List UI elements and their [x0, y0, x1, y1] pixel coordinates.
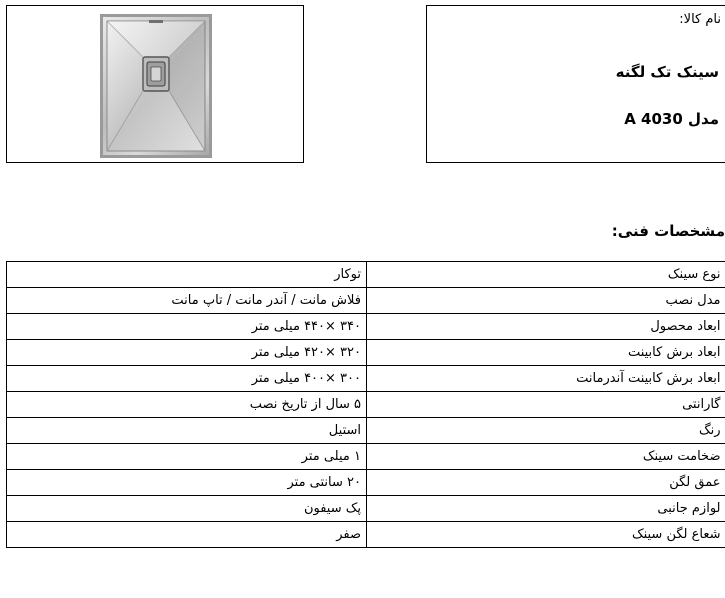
product-name-label: نام کالا: — [679, 12, 721, 27]
spec-value: پک سیفون — [7, 496, 367, 522]
spec-value: ۳۲۰ ×۴۲۰ میلی متر — [7, 340, 367, 366]
spec-key: شعاع لگن سینک — [367, 522, 725, 548]
product-model: مدل A 4030 — [624, 110, 719, 128]
spec-key: عمق لگن — [367, 470, 725, 496]
spec-key: لوازم جانبی — [367, 496, 725, 522]
product-name: سینک تک لگنه — [615, 63, 719, 81]
table-row — [7, 366, 725, 392]
spec-key: ضخامت سینک — [367, 444, 725, 470]
spec-value: ۵ سال از تاریخ نصب — [7, 392, 367, 418]
spec-value: صفر — [7, 522, 367, 548]
spec-key: گارانتی — [367, 392, 725, 418]
table-row — [7, 444, 725, 470]
spec-key: نوع سینک — [367, 262, 725, 288]
table-row — [7, 470, 725, 496]
table-row — [7, 340, 725, 366]
spec-key: ابعاد محصول — [367, 314, 725, 340]
table-row — [7, 392, 725, 418]
spec-key: رنگ — [367, 418, 725, 444]
spec-value: ۱ میلی متر — [7, 444, 367, 470]
spec-key: ابعاد برش کابینت — [367, 340, 725, 366]
spec-value: ۳۰۰ ×۴۰۰ میلی متر — [7, 366, 367, 392]
table-row — [7, 288, 725, 314]
product-image-frame — [6, 5, 304, 163]
spec-value: فلاش مانت / آندر مانت / تاپ مانت — [7, 288, 367, 314]
table-row — [7, 418, 725, 444]
table-row — [7, 496, 725, 522]
spec-value: توکار — [7, 262, 367, 288]
product-info-box — [426, 5, 725, 163]
sink-image — [100, 14, 212, 158]
specs-heading: مشخصات فنی: — [611, 222, 725, 240]
table-row — [7, 522, 725, 548]
spec-key: مدل نصب — [367, 288, 725, 314]
specs-table — [6, 261, 725, 548]
spec-value: استیل — [7, 418, 367, 444]
spec-key: ابعاد برش کابینت آندرمانت — [367, 366, 725, 392]
table-row — [7, 262, 725, 288]
table-row — [7, 314, 725, 340]
spec-value: ۲۰ سانتی متر — [7, 470, 367, 496]
sink-illustration — [103, 17, 209, 155]
spec-value: ۳۴۰ ×۴۴۰ میلی متر — [7, 314, 367, 340]
